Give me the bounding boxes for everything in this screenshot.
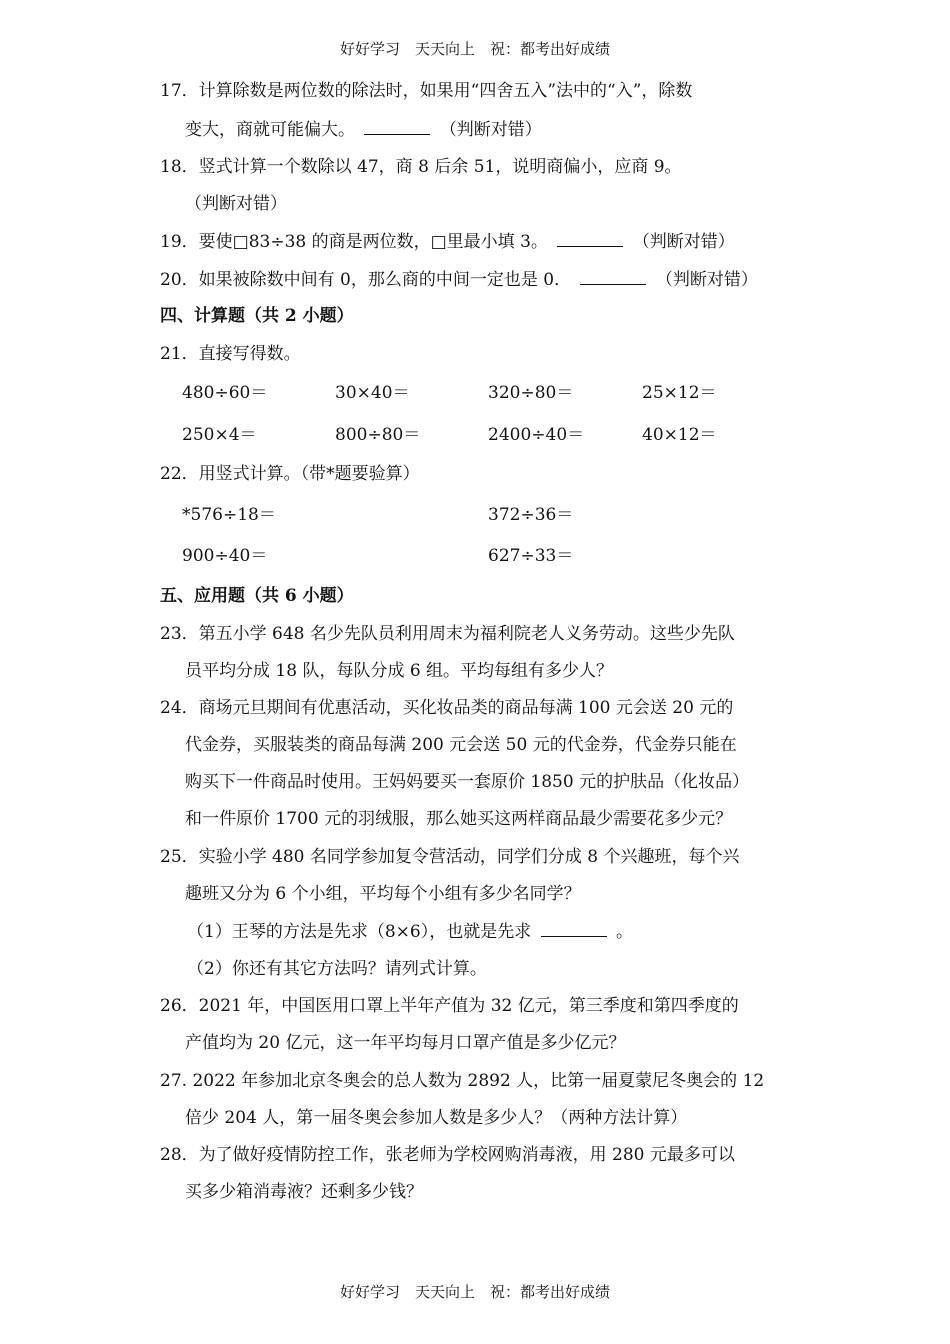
q20-text: 20．如果被除数中间有 0，那么商的中间一定也是 0． xyxy=(160,270,572,290)
q24-line1: 24．商场元旦期间有优惠活动，买化妆品类的商品每满 100 元会送 20 元的 xyxy=(160,698,734,718)
q28-line1: 28．为了做好疫情防控工作，张老师为学校网购消毒液，用 280 元最多可以 xyxy=(160,1145,735,1165)
q22-title: 22．用竖式计算。（带*题要验算） xyxy=(160,464,420,484)
q21-item: 30×40＝ xyxy=(335,383,410,403)
q20-tail: （判断对错） xyxy=(655,270,758,290)
q21-item: 40×12＝ xyxy=(642,425,717,445)
q22-item: 900÷40＝ xyxy=(182,546,268,566)
q24-line4: 和一件原价 1700 元的羽绒服，那么她买这两样商品最少需要花多少元？ xyxy=(185,809,733,829)
q25-sub1-text: （1）王琴的方法是先求（8×6），也就是先求 xyxy=(187,922,532,942)
q26-line2: 产值均为 20 亿元，这一年平均每月口罩产值是多少亿元？ xyxy=(185,1033,626,1053)
q23-line2: 员平均分成 18 队，每队分成 6 组。平均每组有多少人？ xyxy=(185,661,614,681)
q27-line1: 27. 2022 年参加北京冬奥会的总人数为 2892 人，比第一届夏蒙尼冬奥会的 12 xyxy=(160,1071,765,1091)
q21-title: 21．直接写得数。 xyxy=(160,344,301,364)
section-5-heading: 五、应用题（共 6 小题） xyxy=(160,586,354,606)
page-footer: 好好学习 天天向上 祝：都考出好成绩 xyxy=(339,1283,610,1301)
q21-item: 25×12＝ xyxy=(642,383,717,403)
q24-line3: 购买下一件商品时使用。王妈妈要买一套原价 1850 元的护肤品（化妆品） xyxy=(185,772,750,792)
q17-line1: 17．计算除数是两位数的除法时，如果用“四舍五入”法中的“入”，除数 xyxy=(160,81,693,101)
q17-line2 xyxy=(185,118,542,141)
q18-line1: 18．竖式计算一个数除以 47，商 8 后余 51，说明商偏小，应商 9。 xyxy=(160,157,682,177)
q21-item: 250×4＝ xyxy=(182,425,257,445)
q25-answer-blank[interactable] xyxy=(541,920,607,937)
q22-item: *576÷18＝ xyxy=(182,505,276,525)
q20-answer-blank[interactable] xyxy=(580,268,646,285)
q25-sub1 xyxy=(187,920,633,943)
q20-line xyxy=(160,268,758,291)
q17-text: 变大，商就可能偏大。 xyxy=(185,120,355,140)
q18-line2: （判断对错） xyxy=(185,194,287,214)
q23-line1: 23．第五小学 648 名少先队员利用周末为福利院老人义务劳动。这些少先队 xyxy=(160,624,735,644)
q21-item: 2400÷40＝ xyxy=(488,425,585,445)
q21-item: 480÷60＝ xyxy=(182,383,268,403)
q22-item: 627÷33＝ xyxy=(488,546,574,566)
q22-item: 372÷36＝ xyxy=(488,505,574,525)
q27-line2: 倍少 204 人，第一届冬奥会参加人数是多少人？（两种方法计算） xyxy=(185,1108,688,1128)
q25-line1: 25．实验小学 480 名同学参加复令营活动，同学们分成 8 个兴趣班，每个兴 xyxy=(160,847,740,867)
q21-item: 800÷80＝ xyxy=(335,425,421,445)
q17-tail: （判断对错） xyxy=(439,120,542,140)
q19-text: 19．要使□83÷38 的商是两位数，□里最小填 3。 xyxy=(160,232,548,252)
q25-line2: 趣班又分为 6 个小组，平均每个小组有多少名同学？ xyxy=(185,884,581,904)
section-4-heading: 四、计算题（共 2 小题） xyxy=(160,306,354,326)
q26-line1: 26．2021 年，中国医用口罩上半年产值为 32 亿元，第三季度和第四季度的 xyxy=(160,996,739,1016)
q24-line2: 代金券，买服装类的商品每满 200 元会送 50 元的代金券，代金券只能在 xyxy=(185,735,737,755)
q17-answer-blank[interactable] xyxy=(364,118,430,135)
q25-sub2: （2）你还有其它方法吗？请列式计算。 xyxy=(187,959,487,979)
q19-answer-blank[interactable] xyxy=(557,230,623,247)
page-header: 好好学习 天天向上 祝：都考出好成绩 xyxy=(339,40,610,58)
q19-tail: （判断对错） xyxy=(632,232,735,252)
q21-item: 320÷80＝ xyxy=(488,383,574,403)
q19-line xyxy=(160,230,735,253)
q25-sub1-tail: 。 xyxy=(616,922,634,942)
q28-line2: 买多少箱消毒液？还剩多少钱？ xyxy=(185,1182,423,1202)
